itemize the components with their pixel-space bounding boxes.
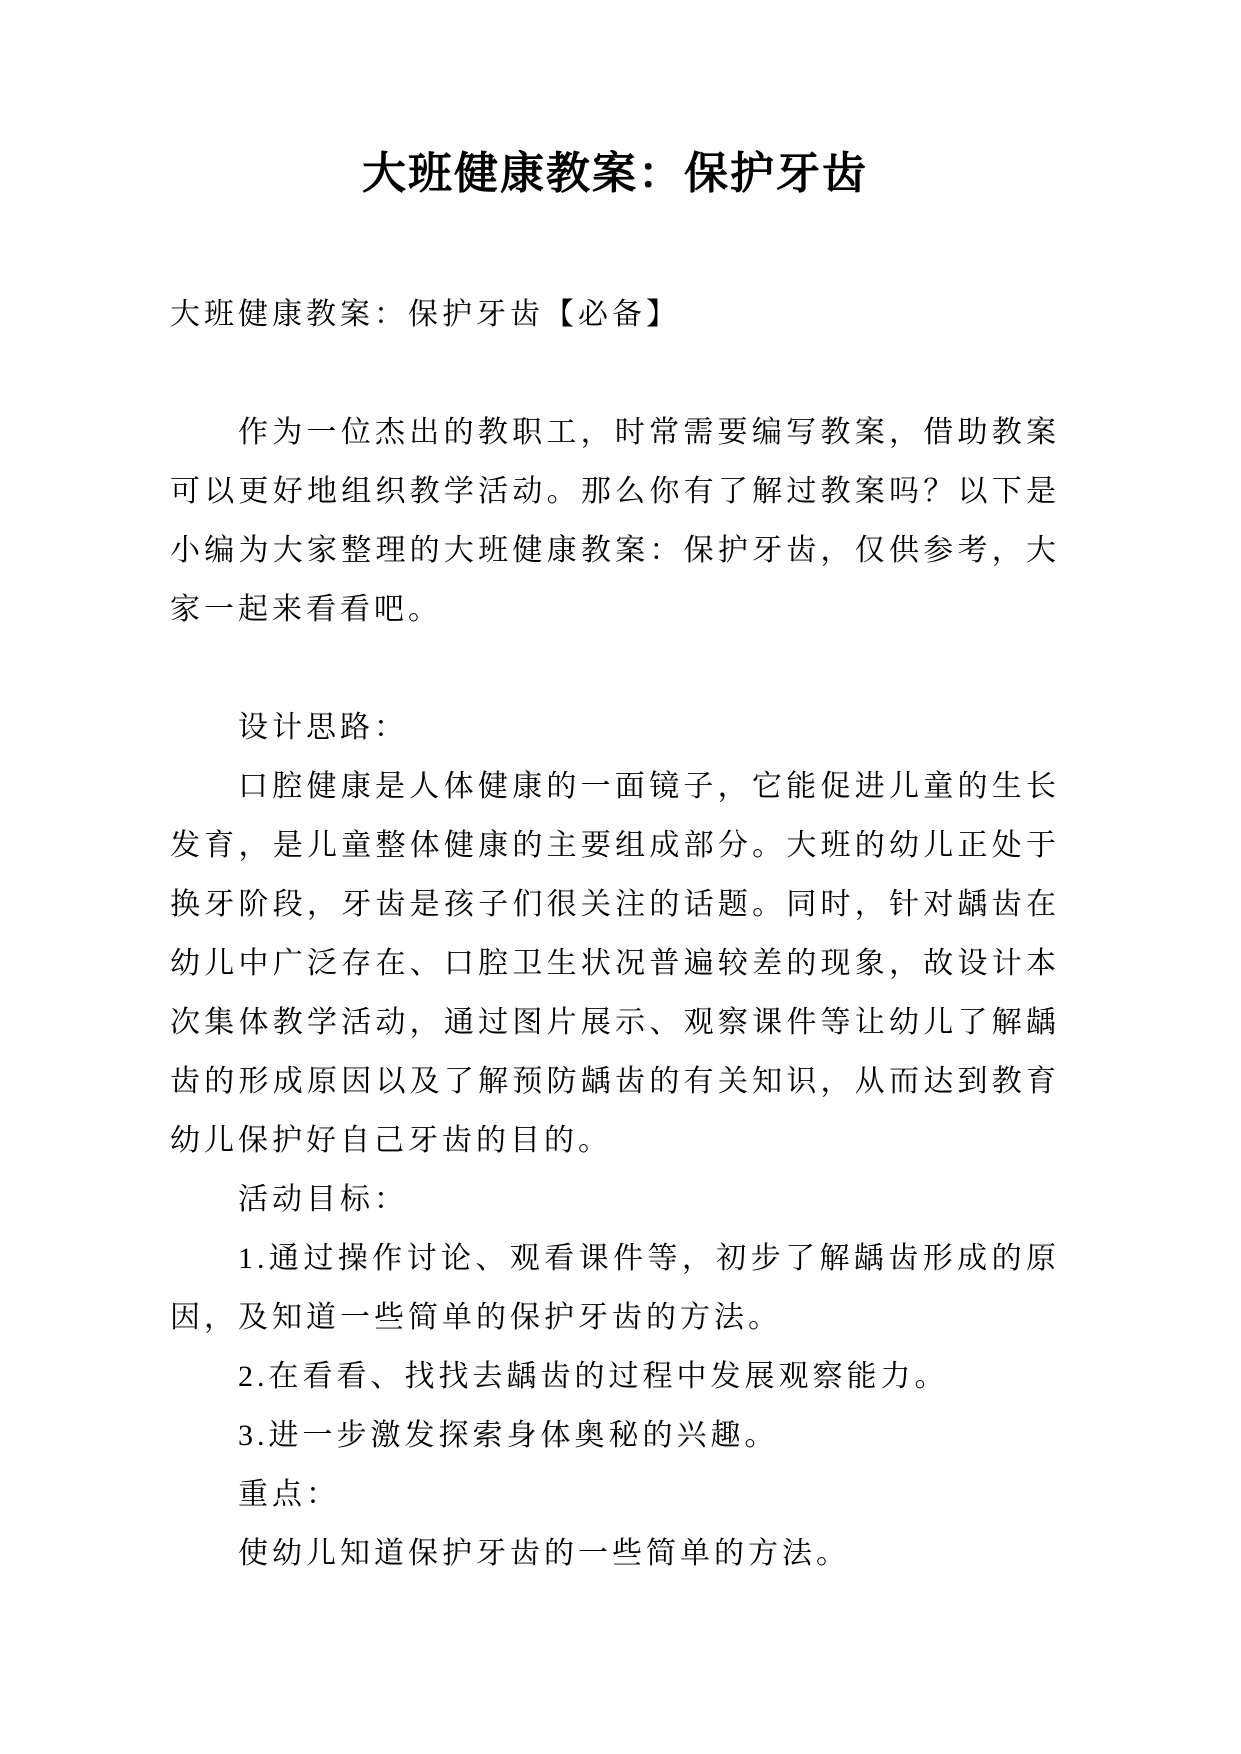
paragraph-intro: 作为一位杰出的教职工，时常需要编写教案，借助教案可以更好地组织教学活动。那么你有了解过教案吗？以下是小编为大家整理的大班健康教案：保护牙齿，仅供参考，大家一起来看看吧。 (170, 416, 1060, 626)
heading-design-approach: 设计思路： (238, 711, 408, 744)
list-item-goal-2: 2.在看看、找找去龋齿的过程中发展观察能力。 (238, 1360, 949, 1393)
heading-key-point: 重点： (238, 1478, 340, 1511)
blank-line (170, 639, 1060, 698)
blank-line (170, 344, 1060, 403)
subtitle-line: 大班健康教案：保护牙齿【必备】 (170, 298, 680, 331)
list-item-goal-1: 1.通过操作讨论、观看课件等，初步了解龋齿形成的原因，及知道一些简单的保护牙齿的方法。 (170, 1242, 1060, 1334)
document-body (170, 285, 1060, 1583)
paragraph-design-approach: 口腔健康是人体健康的一面镜子，它能促进儿童的生长发育，是儿童整体健康的主要组成部分。大班的幼儿正处于换牙阶段，牙齿是孩子们很关注的话题。同时，针对龋齿在幼儿中广泛存在、口腔卫生状况普遍较差的现象，故设计本次集体教学活动，通过图片展示、观察课件等让幼儿了解龋齿的形成原因以及了解预防龋齿的有关知识，从而达到教育幼儿保护好自己牙齿的目的。 (170, 770, 1060, 1157)
paragraph-key-point: 使幼儿知道保护牙齿的一些简单的方法。 (238, 1537, 850, 1570)
heading-activity-goals: 活动目标： (238, 1183, 408, 1216)
document-title: 大班健康教案：保护牙齿 (362, 149, 868, 198)
list-item-goal-3: 3.进一步激发探索身体奥秘的兴趣。 (238, 1419, 779, 1452)
